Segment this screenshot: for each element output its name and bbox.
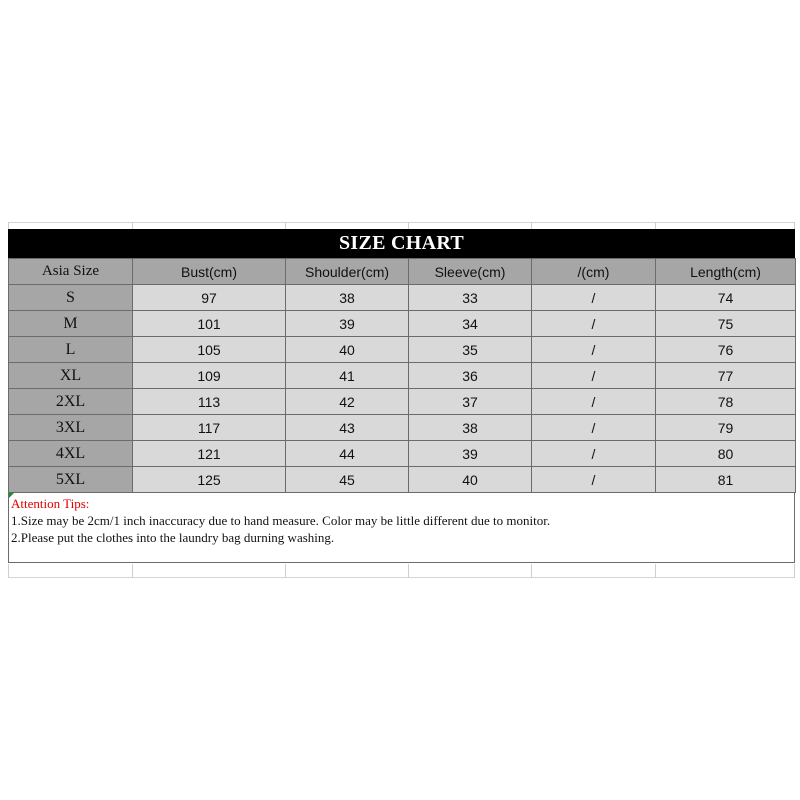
tip-line-2: 2.Please put the clothes into the laundry bag durning washing.: [11, 530, 335, 545]
size-label: XL: [9, 363, 133, 389]
shoulder-cell: 45: [286, 467, 409, 493]
table-row: [9, 415, 796, 441]
blank-cell: /: [532, 389, 656, 415]
length-cell: 77: [656, 363, 796, 389]
size-label: S: [9, 285, 133, 311]
blank-cell: /: [532, 311, 656, 337]
gridline: [132, 564, 133, 578]
blank-cell: /: [532, 467, 656, 493]
length-cell: 75: [656, 311, 796, 337]
sleeve-cell: 38: [409, 415, 532, 441]
gridline: [285, 564, 286, 578]
gridline: [408, 564, 409, 578]
length-cell: 74: [656, 285, 796, 311]
length-cell: 78: [656, 389, 796, 415]
size-chart-table: [8, 258, 796, 493]
column-header-bust: Bust(cm): [133, 259, 286, 285]
gridline: [8, 222, 794, 223]
size-label: 5XL: [9, 467, 133, 493]
table-row: [9, 441, 796, 467]
length-cell: 76: [656, 337, 796, 363]
shoulder-cell: 41: [286, 363, 409, 389]
size-chart-title: SIZE CHART: [8, 229, 795, 258]
shoulder-cell: 39: [286, 311, 409, 337]
bust-cell: 101: [133, 311, 286, 337]
attention-tips-title: Attention Tips:: [11, 496, 90, 511]
gridline: [794, 564, 795, 578]
length-cell: 81: [656, 467, 796, 493]
table-row: [9, 285, 796, 311]
blank-cell: /: [532, 415, 656, 441]
column-header-shoulder: Shoulder(cm): [286, 259, 409, 285]
sleeve-cell: 33: [409, 285, 532, 311]
sleeve-cell: 36: [409, 363, 532, 389]
length-cell: 79: [656, 415, 796, 441]
sleeve-cell: 40: [409, 467, 532, 493]
table-row: [9, 389, 796, 415]
shoulder-cell: 43: [286, 415, 409, 441]
size-label: 4XL: [9, 441, 133, 467]
bust-cell: 109: [133, 363, 286, 389]
sleeve-cell: 34: [409, 311, 532, 337]
shoulder-cell: 42: [286, 389, 409, 415]
gridline: [8, 577, 794, 578]
table-row: [9, 311, 796, 337]
sleeve-cell: 35: [409, 337, 532, 363]
bust-cell: 97: [133, 285, 286, 311]
sleeve-cell: 39: [409, 441, 532, 467]
cell-comment-marker: [9, 493, 14, 498]
size-chart-sheet: [8, 229, 795, 563]
table-row: [9, 467, 796, 493]
column-header-blank: /(cm): [532, 259, 656, 285]
bust-cell: 125: [133, 467, 286, 493]
table-row: [9, 363, 796, 389]
blank-cell: /: [532, 337, 656, 363]
shoulder-cell: 44: [286, 441, 409, 467]
sleeve-cell: 37: [409, 389, 532, 415]
bust-cell: 121: [133, 441, 286, 467]
length-cell: 80: [656, 441, 796, 467]
shoulder-cell: 38: [286, 285, 409, 311]
column-header-asia-size: Asia Size: [9, 259, 133, 285]
gridline: [8, 564, 9, 578]
size-label: 3XL: [9, 415, 133, 441]
blank-cell: /: [532, 441, 656, 467]
size-label: L: [9, 337, 133, 363]
bust-cell: 113: [133, 389, 286, 415]
tip-line-1: 1.Size may be 2cm/1 inch inaccuracy due to hand measure. Color may be little different due to monitor.: [11, 513, 551, 528]
bust-cell: 117: [133, 415, 286, 441]
shoulder-cell: 40: [286, 337, 409, 363]
size-label: M: [9, 311, 133, 337]
bust-cell: 105: [133, 337, 286, 363]
blank-cell: /: [532, 285, 656, 311]
attention-tips-box: [8, 493, 795, 563]
gridline: [655, 564, 656, 578]
column-header-sleeve: Sleeve(cm): [409, 259, 532, 285]
column-header-length: Length(cm): [656, 259, 796, 285]
table-header-row: [9, 259, 796, 285]
table-row: [9, 337, 796, 363]
size-label: 2XL: [9, 389, 133, 415]
blank-cell: /: [532, 363, 656, 389]
gridline: [531, 564, 532, 578]
